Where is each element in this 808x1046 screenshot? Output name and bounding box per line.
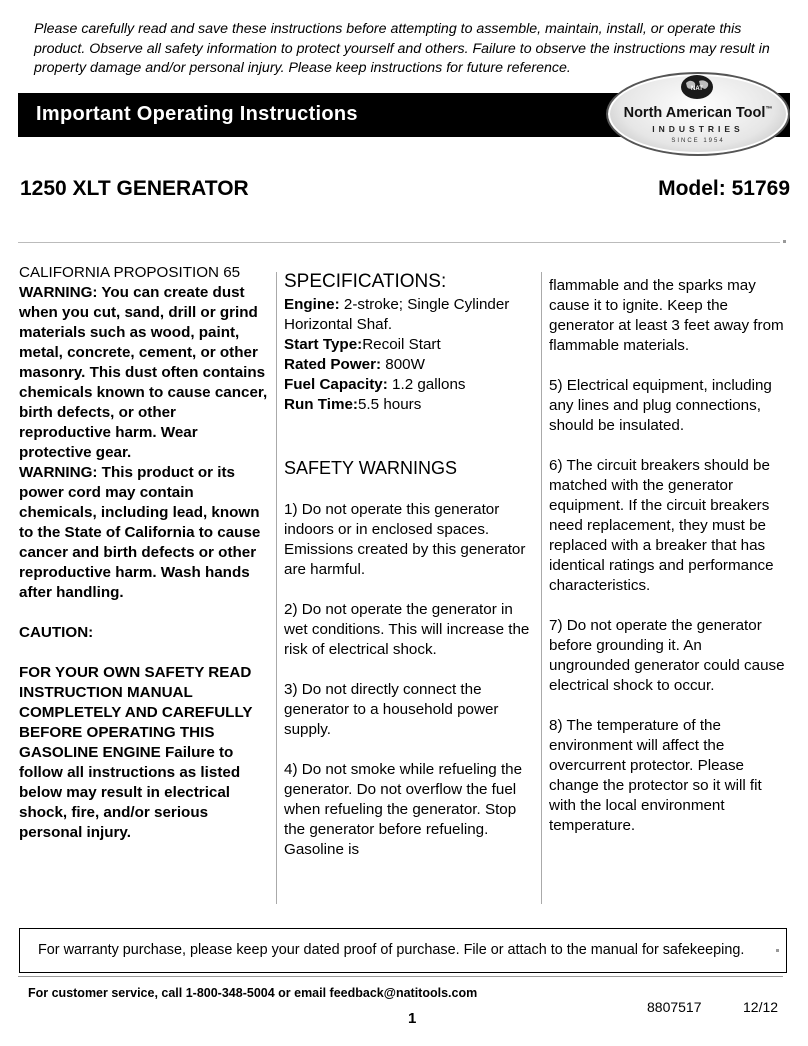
logo-trademark: ™	[765, 106, 773, 114]
column-specs-safety	[284, 295, 538, 415]
company-logo	[606, 72, 790, 156]
spec-run-value: 5.5 hours	[357, 396, 422, 413]
safety-item-4-cont: flammable and the sparks may cause it to ignite. Keep the generator at least 3 feet away from flammable materials.	[549, 277, 784, 354]
logo-badge: NAT	[691, 86, 703, 92]
banner-title: Important Operating Instructions	[36, 103, 358, 125]
globe-icon	[680, 74, 714, 100]
safety-list-col2	[284, 500, 538, 860]
caution-label: CAUTION:	[19, 624, 94, 641]
specifications-heading: SPECIFICATIONS:	[284, 271, 447, 292]
spec-fuel-capacity	[284, 375, 538, 395]
spec-run-label: Run Time:	[284, 396, 358, 413]
logo-subtitle: INDUSTRIES	[652, 124, 744, 134]
safety-item-2: 2) Do not operate the generator in wet conditions. This will increase the risk of electrical shock.	[284, 601, 530, 658]
lead-warning: WARNING: This product or its power cord may contain chemicals, including lead, known to the State of California to cause cancer and birth defects or other reproductive harm. Wash hands after handling.	[19, 464, 261, 601]
safety-item-8: 8) The temperature of the environment will affect the overcurrent protector. Please change the protector so it will fit with the local environment temperature.	[549, 717, 762, 834]
dust-warning: WARNING: You can create dust when you cut, sand, drill or grind materials such as wood, paint, metal, concrete, cement, or other masonry. This dust often contains chemicals known to cause cancer, birth defects, or other reproductive harm. Wear protective gear.	[19, 284, 268, 461]
spec-run-time	[284, 395, 538, 415]
spec-start-label: Start Type:	[284, 336, 363, 353]
page-number: 1	[408, 1010, 417, 1027]
spec-engine-value: 2-stroke; Single Cylinder Horizontal Shaf.	[284, 296, 510, 333]
prop65-heading: CALIFORNIA PROPOSITION 65	[19, 264, 241, 281]
spec-engine	[284, 295, 538, 335]
logo-company-name	[606, 105, 790, 121]
safety-item-4: 4) Do not smoke while refueling the generator. Do not overflow the fuel when refueling the generator. Stop the generator before refueling. Gasoline is	[284, 761, 523, 858]
warranty-dot	[776, 949, 779, 952]
spec-fuel-label: Fuel Capacity:	[284, 376, 388, 393]
logo-name-text: North American Tool	[623, 105, 766, 121]
document-code: 8807517	[647, 999, 702, 1015]
safety-item-3: 3) Do not directly connect the generator to a household power supply.	[284, 681, 499, 738]
divider-top	[18, 242, 780, 243]
spec-fuel-value: 1.2 gallons	[387, 376, 466, 393]
column-divider-1	[276, 272, 277, 904]
spec-power-value: 800W	[381, 356, 425, 373]
safety-item-5: 5) Electrical equipment, including any lines and plug connections, should be insulated.	[549, 377, 772, 434]
column-warnings	[19, 263, 271, 843]
safety-item-6: 6) The circuit breakers should be matched with the generator equipment. If the circuit breakers need replacement, they must be replaced with a breaker that has identical ratings and performance characteristics.	[549, 457, 774, 594]
customer-service: For customer service, call 1-800-348-5004 or email feedback@natitools.com	[28, 986, 478, 1000]
safety-item-1: 1) Do not operate this generator indoors or in enclosed spaces. Emissions created by this generator are harmful.	[284, 501, 526, 578]
spec-rated-power	[284, 355, 538, 375]
divider-dot	[783, 240, 786, 243]
spec-start-value: Recoil Start	[362, 336, 441, 353]
intro-notice: Please carefully read and save these instructions before attempting to assemble, maintain, install, or operate this product. Observe all safety information to protect yourself and others. Failure to observe the instructions may result in property damage and/or personal injury. Please keep instructions for future reference.	[34, 21, 770, 76]
spec-start-type	[284, 335, 538, 355]
product-title: 1250 XLT GENERATOR	[20, 177, 249, 200]
spec-engine-label: Engine:	[284, 296, 340, 313]
safety-list-col3	[549, 276, 787, 836]
divider-bottom	[18, 976, 783, 977]
safety-warnings-heading: SAFETY WARNINGS	[284, 458, 458, 478]
column-divider-2	[541, 272, 542, 904]
safety-item-7: 7) Do not operate the generator before grounding it. An ungrounded generator could cause electrical shock to occur.	[549, 617, 785, 694]
caution-text: FOR YOUR OWN SAFETY READ INSTRUCTION MANUAL COMPLETELY AND CAREFULLY BEFORE OPERATING THIS GASOLINE ENGINE Failure to follow all instructions as listed below may result in electrical shock, fire, and/or serious personal injury.	[19, 664, 253, 841]
spec-power-label: Rated Power:	[284, 356, 382, 373]
warranty-box	[19, 928, 787, 973]
warranty-text: For warranty purchase, please keep your dated proof of purchase. File or attach to the manual for safekeeping.	[38, 942, 745, 958]
model-number: Model: 51769	[658, 177, 790, 200]
document-date: 12/12	[743, 999, 779, 1015]
logo-since: SINCE 1954	[671, 138, 725, 144]
